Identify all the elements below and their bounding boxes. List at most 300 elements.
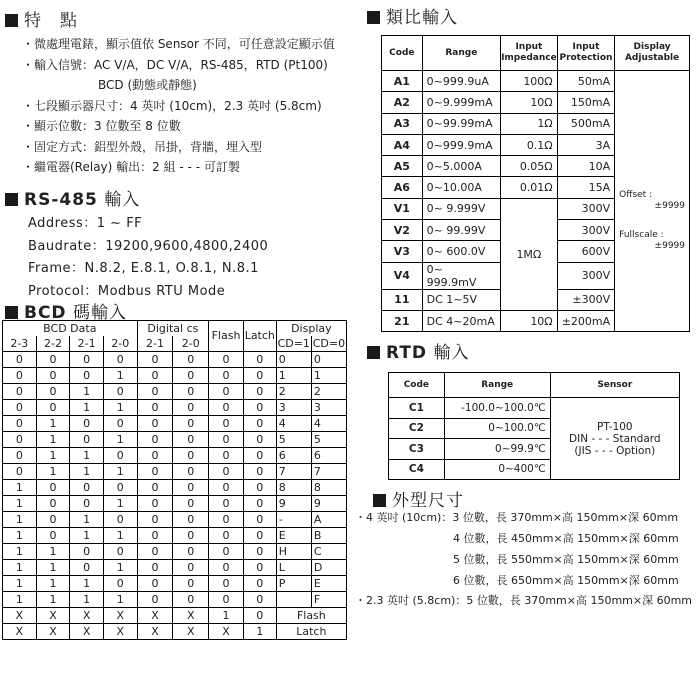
rs485-heading: RS-485 輸入 (5, 185, 140, 210)
bit-cell: 0 (137, 384, 173, 400)
bit-cell: 0 (173, 560, 209, 576)
fullscale-label: Fullscale : (619, 230, 664, 241)
bit-cell: 0 (36, 512, 70, 528)
bit-cell: 0 (3, 416, 37, 432)
bit-cell: 1 (70, 528, 104, 544)
bit-cell: 1 (70, 384, 104, 400)
dimension-line: 5 位數，長 550mm×高 150mm×深 60mm (453, 553, 679, 566)
display-cell: 0 (311, 352, 346, 368)
range-cell: -100.0~100.0℃ (444, 398, 550, 419)
feature-item: ・微處理電錶，顯示值依 Sensor 不同，可任意設定顯示值 (22, 37, 335, 51)
bit-cell: 0 (137, 576, 173, 592)
protection-cell: ±300V (557, 289, 614, 310)
bit-cell: 0 (243, 528, 276, 544)
bit-cell: 1 (243, 624, 276, 640)
code-cell: A3 (382, 113, 423, 134)
analog-row (382, 71, 690, 92)
bit-cell: 0 (36, 480, 70, 496)
bit-cell: 1 (103, 528, 137, 544)
bit-cell: 0 (36, 400, 70, 416)
bit-cell: 0 (103, 352, 137, 368)
bcd-special-row (3, 624, 347, 640)
rs485-line: Protocol：Modbus RTU Mode (28, 283, 226, 299)
protection-cell: 300V (557, 198, 614, 219)
protection-cell: 300V (557, 220, 614, 241)
bit-cell: 0 (173, 576, 209, 592)
impedance-cell: 1Ω (501, 113, 558, 134)
bit-cell: X (70, 624, 104, 640)
analog-heading: 類比輸入 (367, 3, 458, 28)
range-header: Range (444, 373, 550, 398)
range-header: Range (422, 36, 500, 71)
bit-cell: 0 (173, 432, 209, 448)
display-cell: 4 (311, 416, 346, 432)
dimensions-heading: 外型尺寸 (373, 486, 464, 511)
bcd-row (3, 368, 347, 384)
bit-cell: 1 (36, 560, 70, 576)
bit-cell: 0 (243, 368, 276, 384)
bit-cell: 0 (243, 464, 276, 480)
bit-cell: 1 (70, 400, 104, 416)
bit-header: 2-1 (70, 336, 104, 352)
bcd-row (3, 384, 347, 400)
bit-cell: 0 (173, 592, 209, 608)
bit-cell: 0 (137, 512, 173, 528)
code-header: Code (389, 373, 445, 398)
code-cell: C1 (389, 398, 445, 419)
square-bullet-icon (367, 346, 380, 359)
bit-cell: 0 (173, 528, 209, 544)
protection-cell: 3A (557, 134, 614, 155)
bit-cell: 0 (209, 432, 244, 448)
display-header: Display (276, 321, 346, 337)
feature-item: ・輸入信號：AC V/A，DC V/A，RS-485，RTD (Pt100) (22, 57, 328, 72)
impedance-cell: 1MΩ (501, 198, 558, 310)
display-cell: 2 (311, 384, 346, 400)
bit-cell: 1 (70, 576, 104, 592)
bit-cell: 0 (243, 608, 276, 624)
bit-cell: 0 (173, 464, 209, 480)
protection-cell: 600V (557, 241, 614, 262)
range-cell: 0~ 999.9mV (422, 262, 500, 289)
bit-cell: 0 (173, 368, 209, 384)
bcd-row (3, 352, 347, 368)
bit-cell: 1 (70, 464, 104, 480)
display-cell: 3 (311, 400, 346, 416)
display-cell: Latch (276, 624, 346, 640)
bit-cell: 0 (70, 432, 104, 448)
offset-label: Offset : (619, 190, 653, 201)
bcd-heading: BCD 碼輸入 (5, 298, 127, 323)
bit-cell: 0 (70, 560, 104, 576)
bit-cell: 0 (70, 352, 104, 368)
bit-cell: 1 (103, 432, 137, 448)
dimension-line: ・4 英吋 (10cm)：3 位數，長 370mm×高 150mm×深 60mm (355, 511, 679, 524)
bit-cell: 0 (137, 400, 173, 416)
bit-cell: 0 (137, 592, 173, 608)
bit-cell: 1 (70, 592, 104, 608)
display-cell: F (311, 592, 346, 608)
bit-cell: 1 (70, 512, 104, 528)
bit-cell: 1 (36, 592, 70, 608)
square-bullet-icon (5, 306, 18, 319)
bcd-row (3, 576, 347, 592)
protection-cell: 50mA (557, 71, 614, 92)
bit-cell: 1 (3, 576, 37, 592)
bcd-row (3, 432, 347, 448)
bit-cell: 0 (3, 368, 37, 384)
bit-cell: 0 (243, 592, 276, 608)
bit-cell: 0 (209, 464, 244, 480)
bit-cell: 0 (36, 496, 70, 512)
bit-cell: 0 (36, 352, 70, 368)
bit-cell: 1 (36, 448, 70, 464)
rs485-line: Address：1 ~ FF (28, 216, 143, 231)
bit-cell: 0 (137, 528, 173, 544)
protection-cell: ±200mA (557, 310, 614, 331)
range-cell: DC 4~20mA (422, 310, 500, 331)
bit-cell: 0 (209, 512, 244, 528)
bit-cell: 0 (3, 352, 37, 368)
bit-cell: 0 (209, 480, 244, 496)
code-cell: A6 (382, 177, 423, 198)
display-cell: 8 (276, 480, 311, 496)
code-cell: A1 (382, 71, 423, 92)
bit-cell: 0 (243, 432, 276, 448)
square-bullet-icon (367, 11, 380, 24)
protection-cell: 15A (557, 177, 614, 198)
bit-cell: 0 (173, 400, 209, 416)
bit-cell: 0 (209, 384, 244, 400)
fullscale-value: ±9999 (654, 241, 685, 252)
range-cell: 0~ 600.0V (422, 241, 500, 262)
bit-cell: 0 (36, 368, 70, 384)
feature-item: ・七段顯示器尺寸：4 英吋 (10cm)，2.3 英吋 (5.8cm) (22, 98, 322, 113)
rs485-line: Frame：N.8.2, E.8.1, O.8.1, N.8.1 (28, 261, 259, 276)
range-cell: 0~10.00A (422, 177, 500, 198)
bit-cell: 0 (36, 528, 70, 544)
bit-cell: X (36, 608, 70, 624)
bit-cell: 1 (3, 480, 37, 496)
display-cell: - (276, 512, 311, 528)
sensor-line: DIN - - - Standard (569, 432, 661, 445)
bit-cell: 0 (173, 496, 209, 512)
bit-cell: 0 (209, 368, 244, 384)
bit-cell: 0 (103, 384, 137, 400)
display-adjustable-cell (615, 71, 690, 332)
adjustable-header: Display Adjustable (615, 36, 690, 71)
display-cell: 1 (276, 368, 311, 384)
protection-cell: 300V (557, 262, 614, 289)
bit-cell: 0 (137, 448, 173, 464)
rtd-table (388, 372, 680, 480)
display-cell (276, 592, 311, 608)
bit-cell: X (36, 624, 70, 640)
bcd-row (3, 512, 347, 528)
code-header: Code (382, 36, 423, 71)
bcd-row (3, 592, 347, 608)
code-cell: 21 (382, 310, 423, 331)
rs485-specs (28, 213, 268, 303)
bit-header: 2-0 (173, 336, 209, 352)
bit-cell: 0 (3, 400, 37, 416)
dimension-line: 6 位數，長 650mm×高 150mm×深 60mm (453, 574, 679, 587)
display-cell: P (276, 576, 311, 592)
bit-cell: 0 (137, 496, 173, 512)
code-cell: A2 (382, 92, 423, 113)
display-cell: E (276, 528, 311, 544)
range-cell: 0~999.9mA (422, 134, 500, 155)
range-cell: 0~ 99.99V (422, 220, 500, 241)
code-cell: V3 (382, 241, 423, 262)
bit-cell: 0 (103, 480, 137, 496)
rtd-heading: RTD 輸入 (367, 338, 469, 363)
bit-cell: 0 (137, 544, 173, 560)
cd1-header: CD=1 (277, 336, 310, 350)
display-cell: C (311, 544, 346, 560)
bit-cell: 0 (243, 544, 276, 560)
bcd-row (3, 560, 347, 576)
bit-cell: 0 (243, 384, 276, 400)
display-cell: 2 (276, 384, 311, 400)
feature-item: ・固定方式：鋁型外殼，吊掛，背牆，埋入型 (22, 139, 263, 154)
bit-cell: 0 (103, 448, 137, 464)
bit-cell: 1 (36, 432, 70, 448)
bit-cell: 0 (173, 416, 209, 432)
code-cell: C3 (389, 439, 445, 460)
bit-cell: 0 (3, 384, 37, 400)
protection-cell: 10A (557, 156, 614, 177)
bit-cell: 1 (103, 464, 137, 480)
bit-header: 2-2 (36, 336, 70, 352)
code-cell: V4 (382, 262, 423, 289)
square-bullet-icon (5, 193, 18, 206)
bit-cell: 0 (209, 496, 244, 512)
bit-cell: 1 (36, 544, 70, 560)
bit-cell: 1 (3, 528, 37, 544)
code-cell: A5 (382, 156, 423, 177)
bit-cell: 1 (103, 592, 137, 608)
display-cell: 5 (276, 432, 311, 448)
bit-cell: 0 (137, 464, 173, 480)
rtd-header-row (389, 373, 680, 398)
bit-cell: 0 (137, 560, 173, 576)
bit-cell: 0 (243, 560, 276, 576)
bcd-row (3, 416, 347, 432)
display-cell: 6 (311, 448, 346, 464)
bit-cell: 0 (137, 480, 173, 496)
bit-cell: 0 (137, 432, 173, 448)
features-heading: 特 點 (5, 6, 78, 31)
bit-cell: 0 (209, 400, 244, 416)
digital-cs-header: Digital cs (137, 321, 209, 337)
bit-cell: 0 (137, 368, 173, 384)
bit-cell: 0 (173, 384, 209, 400)
bit-cell: 1 (70, 448, 104, 464)
bcd-row (3, 448, 347, 464)
impedance-cell: 10Ω (501, 92, 558, 113)
code-cell: C4 (389, 459, 445, 480)
feature-item: ・顯示位數：3 位數至 8 位數 (22, 119, 181, 133)
bit-cell: 0 (70, 416, 104, 432)
bcd-row (3, 400, 347, 416)
display-cell: B (311, 528, 346, 544)
display-cell: 8 (311, 480, 346, 496)
bit-cell: 1 (3, 496, 37, 512)
bit-cell: 0 (209, 448, 244, 464)
bit-cell: X (173, 624, 209, 640)
bcd-special-row (3, 608, 347, 624)
bit-cell: 0 (243, 400, 276, 416)
bit-cell: X (137, 608, 173, 624)
display-cell: L (276, 560, 311, 576)
display-cell: H (276, 544, 311, 560)
bit-cell: 0 (3, 448, 37, 464)
display-cell: 9 (276, 496, 311, 512)
bit-cell: 0 (173, 448, 209, 464)
bit-cell: X (3, 608, 37, 624)
impedance-cell: 0.01Ω (501, 177, 558, 198)
cd0-header: CD=0 (312, 336, 346, 350)
range-cell: 0~100.0℃ (444, 418, 550, 439)
display-cell: 4 (276, 416, 311, 432)
bit-cell: 0 (209, 528, 244, 544)
bit-cell: X (209, 624, 244, 640)
bit-cell: 0 (3, 464, 37, 480)
offset-value: ±9999 (654, 201, 685, 212)
bit-cell: 0 (209, 576, 244, 592)
bcd-row (3, 464, 347, 480)
bcd-table-body (3, 321, 347, 640)
rtd-row (389, 398, 680, 419)
bit-cell: 0 (103, 576, 137, 592)
bit-cell: 1 (3, 592, 37, 608)
code-cell: 11 (382, 289, 423, 310)
square-bullet-icon (5, 14, 18, 27)
bit-cell: 0 (36, 384, 70, 400)
bcd-row (3, 496, 347, 512)
display-cell: 0 (276, 352, 311, 368)
bit-cell: 0 (209, 560, 244, 576)
bit-cell: 0 (70, 368, 104, 384)
display-cell: 3 (276, 400, 311, 416)
bit-cell: 0 (243, 512, 276, 528)
bcd-data-header: BCD Data (3, 321, 138, 337)
bit-cell: 0 (103, 544, 137, 560)
bit-cell: 1 (3, 544, 37, 560)
rs485-line: Baudrate：19200,9600,4800,2400 (28, 238, 269, 254)
square-bullet-icon (373, 494, 386, 507)
sensor-line: (JIS - - - Option) (574, 444, 656, 457)
bit-cell: 0 (173, 512, 209, 528)
bit-cell: X (103, 608, 137, 624)
bit-header: 2-3 (3, 336, 37, 352)
bit-cell: 0 (243, 576, 276, 592)
analog-header-row (382, 36, 690, 71)
bit-header: 2-1 (137, 336, 173, 352)
display-cell: E (311, 576, 346, 592)
bit-cell: 1 (36, 576, 70, 592)
bit-cell: 1 (36, 464, 70, 480)
code-cell: C2 (389, 418, 445, 439)
range-cell: 0~5.000A (422, 156, 500, 177)
bcd-header-row (3, 321, 347, 337)
range-cell: DC 1~5V (422, 289, 500, 310)
bit-cell: 0 (209, 352, 244, 368)
bit-cell: 0 (243, 448, 276, 464)
bit-cell: 0 (243, 480, 276, 496)
bit-cell: 0 (137, 416, 173, 432)
bcd-row (3, 528, 347, 544)
bit-cell: 0 (70, 480, 104, 496)
bit-cell: X (70, 608, 104, 624)
bit-cell: 1 (103, 496, 137, 512)
analog-table (381, 35, 690, 332)
analog-table-body (382, 36, 690, 332)
sensor-cell (550, 398, 679, 480)
bit-cell: 0 (70, 496, 104, 512)
bit-cell: 1 (103, 368, 137, 384)
dimension-line: 4 位數，長 450mm×高 150mm×深 60mm (453, 532, 679, 545)
code-cell: V1 (382, 198, 423, 219)
bit-cell: X (173, 608, 209, 624)
bcd-table (2, 320, 347, 640)
bit-cell: 1 (209, 608, 244, 624)
bit-header: 2-0 (103, 336, 137, 352)
display-cell: 7 (311, 464, 346, 480)
protection-cell: 500mA (557, 113, 614, 134)
display-cell: 5 (311, 432, 346, 448)
range-cell: 0~99.9℃ (444, 439, 550, 460)
rtd-table-body (389, 373, 680, 480)
bit-cell: 1 (36, 416, 70, 432)
bit-cell: 1 (103, 560, 137, 576)
bit-cell: 0 (70, 544, 104, 560)
bcd-subheader-row (3, 336, 347, 352)
range-cell: 0~99.99mA (422, 113, 500, 134)
bit-cell: 0 (3, 432, 37, 448)
protection-cell: 150mA (557, 92, 614, 113)
display-cell: A (311, 512, 346, 528)
bit-cell: 0 (173, 480, 209, 496)
bit-cell: 0 (137, 352, 173, 368)
display-cell: 1 (311, 368, 346, 384)
flash-header: Flash (209, 321, 244, 352)
bit-cell: X (3, 624, 37, 640)
bit-cell: 0 (243, 416, 276, 432)
bit-cell: X (103, 624, 137, 640)
bit-cell: 1 (3, 512, 37, 528)
bit-cell: 0 (209, 592, 244, 608)
bit-cell: X (137, 624, 173, 640)
range-cell: 0~9.999mA (422, 92, 500, 113)
protection-header: Input Protection (557, 36, 614, 71)
sensor-line: PT-100 (597, 420, 633, 433)
impedance-cell: 10Ω (501, 310, 558, 331)
bcd-row (3, 544, 347, 560)
bit-cell: 0 (243, 496, 276, 512)
sensor-header: Sensor (550, 373, 679, 398)
display-cell: D (311, 560, 346, 576)
display-cell: 9 (311, 496, 346, 512)
impedance-cell: 0.05Ω (501, 156, 558, 177)
bit-cell: 0 (209, 544, 244, 560)
bit-cell: 1 (3, 560, 37, 576)
impedance-header: Input Impedance (501, 36, 558, 71)
code-cell: A4 (382, 134, 423, 155)
range-cell: 0~400℃ (444, 459, 550, 480)
range-cell: 0~999.9uA (422, 71, 500, 92)
